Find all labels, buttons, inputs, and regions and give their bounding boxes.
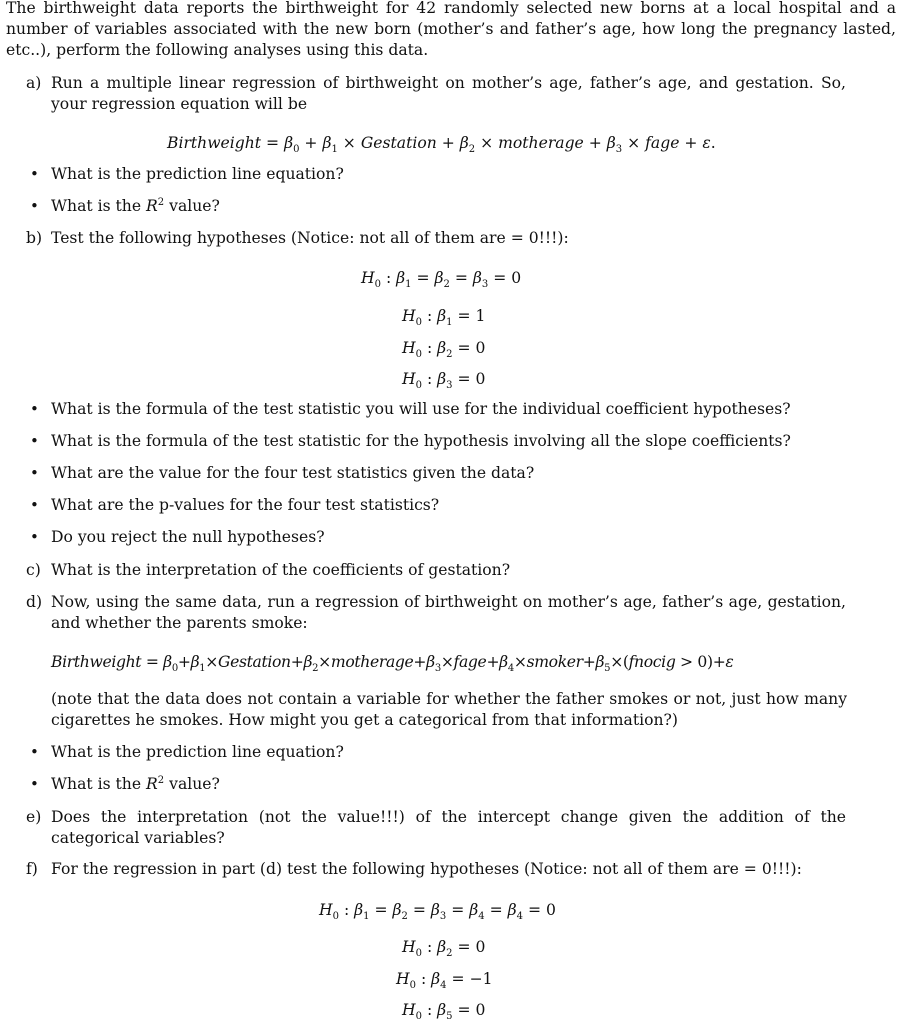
question-f-label: f) bbox=[26, 860, 38, 878]
bullet-dot: • bbox=[30, 197, 39, 215]
question-c bbox=[26, 560, 846, 581]
bullet-b-5 bbox=[30, 527, 325, 548]
bullet-a-1 bbox=[30, 164, 344, 185]
bullet-dot: • bbox=[30, 775, 39, 793]
bullet-d-1-text: What is the prediction line equation? bbox=[51, 743, 344, 761]
question-e bbox=[26, 807, 846, 849]
hypothesis-b-4: $H_0$ : $\beta_3 = 0$ bbox=[402, 370, 486, 392]
bullet-a-2 bbox=[30, 196, 220, 217]
equation-a: Birthweight = $\beta_0 + \beta_1$ × Gestation + $\beta_2$ × motherage + $\beta_3$ × fage + ε. bbox=[167, 134, 716, 156]
intro-paragraph: The birthweight data reports the birthweight for 42 randomly selected new borns at a local hospital and a number of variables associated with the new born (mother’s and father’s age, how long the pregnancy lasted, etc..), perform the following analyses using this data. bbox=[6, 0, 896, 59]
bullet-dot: • bbox=[30, 496, 39, 514]
hypothesis-f-3: $H_0$ : $\beta_4 = -1$ bbox=[396, 970, 493, 992]
bullet-d-1 bbox=[30, 742, 344, 763]
bullet-dot: • bbox=[30, 165, 39, 183]
question-b-label: b) bbox=[26, 229, 43, 247]
question-a-label: a) bbox=[26, 74, 42, 92]
question-e-label: e) bbox=[26, 808, 42, 826]
bullet-dot: • bbox=[30, 464, 39, 482]
bullet-a-1-text: What is the prediction line equation? bbox=[51, 165, 344, 183]
question-b-text: Test the following hypotheses (Notice: not all of them are = 0!!!): bbox=[51, 229, 569, 247]
hypothesis-f-4: $H_0$ : $\beta_5 = 0$ bbox=[402, 1001, 486, 1023]
question-c-label: c) bbox=[26, 561, 41, 579]
bullet-b-3-text: What are the value for the four test statistics given the data? bbox=[51, 464, 535, 482]
bullet-b-1-text: What is the formula of the test statistic you will use for the individual coefficient hypotheses? bbox=[51, 400, 791, 418]
hypothesis-f-2: $H_0$ : $\beta_2 = 0$ bbox=[402, 938, 486, 960]
hypothesis-f-1: $H_0$ : $\beta_1 = \beta_2 = \beta_3 = \beta_4 = \beta_4 = 0$ bbox=[319, 901, 556, 923]
question-e-text: Does the interpretation (not the value!!!) of the intercept change given the addition of the categorical variables? bbox=[51, 808, 846, 847]
question-a bbox=[26, 73, 846, 115]
question-d-label: d) bbox=[26, 593, 43, 611]
question-f bbox=[26, 859, 846, 880]
bullet-d-2 bbox=[30, 774, 220, 795]
question-d-text: Now, using the same data, run a regression of birthweight on mother’s age, father’s age, gestation, and whether the parents smoke: bbox=[51, 593, 846, 632]
equation-d: Birthweight = $\beta_0+\beta_1\times Gestation+\beta_2\times motherage+\beta_3\times fage+\beta_4\times smoker+\beta_5\times(fnocig > 0)+\varepsilon$ bbox=[51, 653, 734, 675]
bullet-b-2 bbox=[30, 431, 791, 452]
question-b bbox=[26, 228, 846, 249]
bullet-b-5-text: Do you reject the null hypotheses? bbox=[51, 528, 325, 546]
bullet-dot: • bbox=[30, 743, 39, 761]
bullet-dot: • bbox=[30, 432, 39, 450]
question-d-note: (note that the data does not contain a variable for whether the father smokes or not, just how many cigarettes he smokes. How might you get a categorical from that information?) bbox=[51, 690, 847, 729]
bullet-b-2-text: What is the formula of the test statistic for the hypothesis involving all the slope coefficients? bbox=[51, 432, 791, 450]
question-f-text: For the regression in part (d) test the following hypotheses (Notice: not all of them are = 0!!!): bbox=[51, 860, 802, 878]
bullet-b-4 bbox=[30, 495, 439, 516]
bullet-a-2-text: What is the $R^2$ value? bbox=[51, 196, 220, 215]
question-d bbox=[26, 592, 846, 634]
question-a-text: Run a multiple linear regression of birthweight on mother’s age, father’s age, and gestation. So, your regression equation will be bbox=[51, 74, 846, 113]
bullet-dot: • bbox=[30, 400, 39, 418]
bullet-b-1 bbox=[30, 399, 791, 420]
question-c-text: What is the interpretation of the coefficients of gestation? bbox=[51, 561, 511, 579]
bullet-d-2-text: What is the $R^2$ value? bbox=[51, 774, 220, 793]
hypothesis-b-1: $H_0$ : $\beta_1 = \beta_2 = \beta_3 = 0$ bbox=[361, 269, 522, 291]
hypothesis-b-2: $H_0$ : $\beta_1 = 1$ bbox=[402, 307, 486, 329]
bullet-b-3 bbox=[30, 463, 534, 484]
hypothesis-b-3: $H_0$ : $\beta_2 = 0$ bbox=[402, 339, 486, 361]
bullet-dot: • bbox=[30, 528, 39, 546]
bullet-b-4-text: What are the p-values for the four test statistics? bbox=[51, 496, 440, 514]
